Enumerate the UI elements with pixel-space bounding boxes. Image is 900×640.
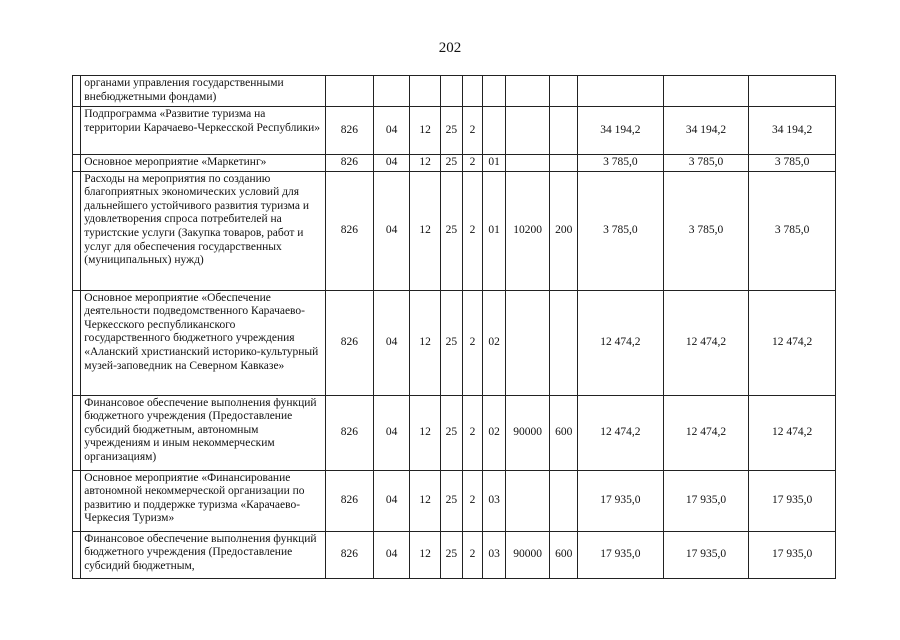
section-code: 04 [374, 171, 410, 290]
event-code: 03 [483, 470, 506, 531]
subsection-code: 12 [410, 107, 441, 155]
subprogram-code: 2 [462, 290, 483, 395]
row-name: Основное мероприятие «Обеспечение деятельности подведомственного Карачаево-Черкесского республиканского государственного бюджетного учреждения «Аланский христианский историко-культурный музей-заповедник на Северном Кавказе» [81, 290, 325, 395]
amount-2019: 3 785,0 [578, 171, 664, 290]
expense-type-code [550, 290, 578, 395]
event-code [483, 107, 506, 155]
amount-2021: 17 935,0 [749, 470, 836, 531]
event-code: 03 [483, 531, 506, 578]
ministry-code: 826 [325, 171, 373, 290]
amount-2020: 12 474,2 [663, 290, 749, 395]
direction-code [505, 107, 549, 155]
amount-2021: 3 785,0 [749, 171, 836, 290]
subprogram-code: 2 [462, 171, 483, 290]
amount-2019: 12 474,2 [578, 395, 664, 470]
section-code: 04 [374, 290, 410, 395]
ministry-code [325, 76, 373, 107]
program-code: 25 [441, 395, 463, 470]
direction-code: 90000 [505, 531, 549, 578]
section-code: 04 [374, 155, 410, 172]
event-code [483, 76, 506, 107]
program-code: 25 [441, 531, 463, 578]
program-code: 25 [441, 470, 463, 531]
direction-code: 10200 [505, 171, 549, 290]
table-row [73, 171, 836, 290]
ministry-code: 826 [325, 470, 373, 531]
program-code: 25 [441, 171, 463, 290]
event-code: 02 [483, 395, 506, 470]
row-margin-cell [73, 290, 81, 395]
row-margin-cell [73, 531, 81, 578]
amount-2020: 3 785,0 [663, 155, 749, 172]
amount-2021: 12 474,2 [749, 290, 836, 395]
program-code [441, 76, 463, 107]
direction-code [505, 76, 549, 107]
program-code: 25 [441, 155, 463, 172]
row-name: Основное мероприятие «Финансирование автономной некоммерческой организации по развитию и поддержке туризма «Карачаево-Черкесия Туризм» [81, 470, 325, 531]
amount-2019: 17 935,0 [578, 470, 664, 531]
expense-type-code: 600 [550, 531, 578, 578]
row-margin-cell [73, 107, 81, 155]
amount-2021 [749, 76, 836, 107]
amount-2020: 3 785,0 [663, 171, 749, 290]
direction-code [505, 290, 549, 395]
row-name: Финансовое обеспечение выполнения функций бюджетного учреждения (Предоставление субсидий бюджетным, автономным учреждениям и иным некоммерческим организациям) [81, 395, 325, 470]
expense-type-code [550, 76, 578, 107]
amount-2021: 3 785,0 [749, 155, 836, 172]
subprogram-code: 2 [462, 107, 483, 155]
subprogram-code [462, 76, 483, 107]
expense-type-code [550, 470, 578, 531]
amount-2021: 17 935,0 [749, 531, 836, 578]
section-code: 04 [374, 395, 410, 470]
subprogram-code: 2 [462, 155, 483, 172]
amount-2020: 12 474,2 [663, 395, 749, 470]
section-code: 04 [374, 470, 410, 531]
expense-type-code: 600 [550, 395, 578, 470]
table-row [73, 107, 836, 155]
row-name: Финансовое обеспечение выполнения функций бюджетного учреждения (Предоставление субсидий бюджетным, [81, 531, 325, 578]
table-row [73, 155, 836, 172]
subsection-code: 12 [410, 531, 441, 578]
row-margin-cell [73, 395, 81, 470]
event-code: 01 [483, 155, 506, 172]
amount-2020: 34 194,2 [663, 107, 749, 155]
table-row [73, 76, 836, 107]
subprogram-code: 2 [462, 470, 483, 531]
ministry-code: 826 [325, 531, 373, 578]
amount-2020: 17 935,0 [663, 470, 749, 531]
table-row [73, 395, 836, 470]
expense-type-code [550, 107, 578, 155]
row-margin-cell [73, 171, 81, 290]
section-code [374, 76, 410, 107]
row-margin-cell [73, 470, 81, 531]
subsection-code: 12 [410, 155, 441, 172]
table-row [73, 470, 836, 531]
direction-code [505, 470, 549, 531]
event-code: 01 [483, 171, 506, 290]
amount-2021: 34 194,2 [749, 107, 836, 155]
program-code: 25 [441, 107, 463, 155]
ministry-code: 826 [325, 107, 373, 155]
subsection-code: 12 [410, 470, 441, 531]
amount-2019 [578, 76, 664, 107]
subsection-code: 12 [410, 395, 441, 470]
direction-code: 90000 [505, 395, 549, 470]
row-name: органами управления государственными внебюджетными фондами) [81, 76, 325, 107]
ministry-code: 826 [325, 290, 373, 395]
amount-2019: 3 785,0 [578, 155, 664, 172]
amount-2019: 12 474,2 [578, 290, 664, 395]
expense-type-code [550, 155, 578, 172]
section-code: 04 [374, 531, 410, 578]
amount-2020: 17 935,0 [663, 531, 749, 578]
subprogram-code: 2 [462, 395, 483, 470]
direction-code [505, 155, 549, 172]
budget-table [72, 75, 836, 579]
amount-2019: 17 935,0 [578, 531, 664, 578]
subsection-code: 12 [410, 171, 441, 290]
row-name: Расходы на мероприятия по созданию благоприятных экономических условий для дальнейшего устойчивого развития туризма и удовлетворения спроса потребителей на туристские услуги (Закупка товаров, работ и услуг для обеспечения государственных (муниципальных) нужд) [81, 171, 325, 290]
subprogram-code: 2 [462, 531, 483, 578]
section-code: 04 [374, 107, 410, 155]
row-margin-cell [73, 155, 81, 172]
subsection-code [410, 76, 441, 107]
program-code: 25 [441, 290, 463, 395]
row-margin-cell [73, 76, 81, 107]
table-row [73, 290, 836, 395]
ministry-code: 826 [325, 155, 373, 172]
amount-2020 [663, 76, 749, 107]
amount-2019: 34 194,2 [578, 107, 664, 155]
row-name: Основное мероприятие «Маркетинг» [81, 155, 325, 172]
subsection-code: 12 [410, 290, 441, 395]
amount-2021: 12 474,2 [749, 395, 836, 470]
table-row [73, 531, 836, 578]
expense-type-code: 200 [550, 171, 578, 290]
page-number: 202 [438, 40, 462, 56]
event-code: 02 [483, 290, 506, 395]
ministry-code: 826 [325, 395, 373, 470]
row-name: Подпрограмма «Развитие туризма на территории Карачаево-Черкесской Республики» [81, 107, 325, 155]
